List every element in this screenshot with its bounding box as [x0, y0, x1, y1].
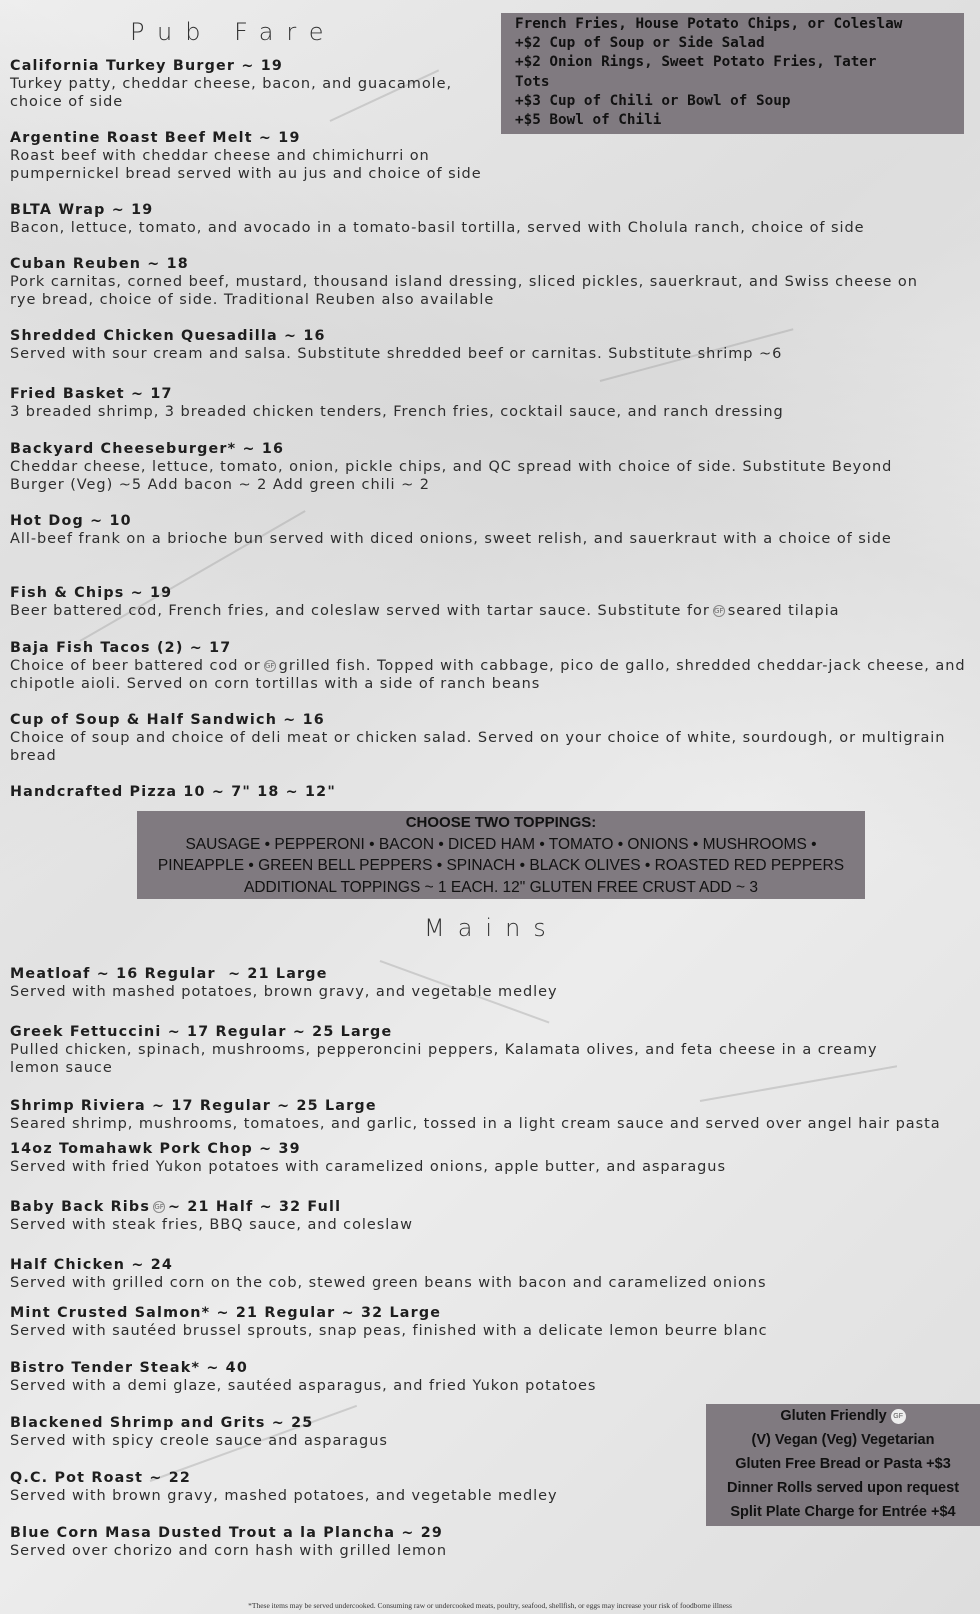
gluten-friendly-icon: GF: [714, 607, 724, 615]
item-name: Shredded Chicken Quesadilla ~ 16: [10, 328, 326, 344]
legend-line: (V) Vegan (Veg) Vegetarian: [751, 1432, 935, 1448]
menu-item: [10, 1415, 680, 1450]
item-name: Q.C. Pot Roast ~ 22: [10, 1470, 192, 1486]
item-name: Backyard Cheeseburger* ~ 16: [10, 441, 285, 457]
item-name: Hot Dog ~ 10: [10, 513, 132, 529]
item-description: Pork carnitas, corned beef, mustard, thousand island dressing, sliced pickles, sauerkraut, and Swiss cheese on rye bread, choice of side. Traditional Reuben also available: [10, 274, 918, 308]
menu-item: [10, 784, 966, 801]
item-name: Handcrafted Pizza 10 ~ 7" 18 ~ 12": [10, 784, 336, 800]
item-description: All-beef frank on a brioche bun served with diced onions, sweet relish, and sauerkraut with a choice of side: [10, 531, 892, 547]
footnote: *These items may be served undercooked. Consuming raw or undercooked meats, poultry, seafood, shellfish, or eggs may increase your risk of foodborne illness: [248, 1601, 732, 1610]
item-name: Greek Fettuccini ~ 17 Regular ~ 25 Large: [10, 1024, 393, 1040]
item-name: Cuban Reuben ~ 18: [10, 256, 189, 272]
item-description: Cheddar cheese, lettuce, tomato, onion, pickle chips, and QC spread with choice of side. Substitute Beyond Burger (Veg) ~5 Add bacon ~ 2 Add green chili ~ 2: [10, 459, 893, 493]
menu-item: [10, 328, 966, 363]
menu-item: [10, 1098, 966, 1133]
item-description: Served over chorizo and corn hash with grilled lemon: [10, 1543, 448, 1559]
menu-item: [10, 1470, 680, 1505]
item-description: Seared shrimp, mushrooms, tomatoes, and garlic, tossed in a light cream sauce and served over angel hair pasta: [10, 1116, 941, 1132]
gluten-friendly-icon: GF: [891, 1409, 906, 1424]
item-description: Served with fried Yukon potatoes with caramelized onions, apple butter, and asparagus: [10, 1159, 726, 1175]
item-description: [10, 657, 966, 693]
sides-options-box: [501, 13, 964, 134]
legend-line: Gluten Free Bread or Pasta +$3: [735, 1456, 951, 1472]
menu-item: [10, 1257, 966, 1292]
menu-item: [10, 513, 950, 548]
mains-title: Mains: [424, 914, 559, 942]
item-description-part: grilled fish. Topped with cabbage, pico de gallo, shredded cheddar-jack cheese, and chipotle aioli. Served on corn tortillas with a side of ranch beans: [10, 658, 966, 692]
item-name: Baja Fish Tacos (2) ~ 17: [10, 640, 232, 656]
item-description: Served with steak fries, BBQ sauce, and coleslaw: [10, 1217, 413, 1233]
item-description: Served with sautéed brussel sprouts, snap peas, finished with a delicate lemon beurre blanc: [10, 1323, 768, 1339]
item-description: Pulled chicken, spinach, mushrooms, pepperoncini peppers, Kalamata olives, and feta cheese in a creamy lemon sauce: [10, 1042, 878, 1076]
toppings-heading: CHOOSE TWO TOPPINGS:: [405, 814, 597, 831]
item-name: Blue Corn Masa Dusted Trout a la Plancha ~ 29: [10, 1525, 444, 1541]
item-description-part: Choice of beer battered cod or: [10, 658, 261, 674]
item-name: Argentine Roast Beef Melt ~ 19: [10, 130, 301, 146]
dietary-legend-box: [706, 1404, 980, 1526]
item-description: Choice of soup and choice of deli meat or chicken salad. Served on your choice of white, sourdough, or multigrain bread: [10, 730, 946, 764]
menu-item: [10, 441, 930, 494]
menu-item: [10, 585, 966, 620]
pub-fare-title: Pub Fare: [130, 18, 337, 46]
sides-line: +$2 Onion Rings, Sweet Potato Fries, Tater: [515, 54, 877, 71]
toppings-line: SAUSAGE • PEPPERONI • BACON • DICED HAM • TOMATO • ONIONS • MUSHROOMS •: [185, 835, 817, 853]
menu-item: [10, 386, 966, 421]
item-description: Roast beef with cheddar cheese and chimichurri on pumpernickel bread served with au jus and choice of side: [10, 148, 482, 182]
menu-item: [10, 1305, 966, 1340]
item-description-part: Beer battered cod, French fries, and coleslaw served with tartar sauce. Substitute for: [10, 603, 710, 619]
menu-item: [10, 1024, 930, 1077]
sides-line: French Fries, House Potato Chips, or Coleslaw: [515, 16, 903, 32]
item-name: Meatloaf ~ 16 Regular ~ 21 Large: [10, 966, 328, 982]
item-name: Fried Basket ~ 17: [10, 386, 173, 402]
menu-item: [10, 1141, 966, 1176]
item-name: 14oz Tomahawk Pork Chop ~ 39: [10, 1141, 301, 1157]
legend-line: Split Plate Charge for Entrée +$4: [730, 1504, 956, 1520]
menu-item: [10, 202, 966, 237]
menu-item: [10, 966, 966, 1001]
toppings-line: ADDITIONAL TOPPINGS ~ 1 EACH. 12" GLUTEN FREE CRUST ADD ~ 3: [244, 878, 758, 896]
item-name: Cup of Soup & Half Sandwich ~ 16: [10, 712, 325, 728]
item-name: Fish & Chips ~ 19: [10, 585, 173, 601]
menu-item: [10, 1360, 966, 1395]
item-name-part: Baby Back Ribs: [10, 1199, 151, 1215]
sides-line: +$5 Bowl of Chili: [515, 112, 662, 129]
legend-text: Gluten Friendly: [780, 1408, 887, 1424]
item-description: Served with a demi glaze, sautéed asparagus, and fried Yukon potatoes: [10, 1378, 597, 1394]
gluten-friendly-icon: GF: [264, 662, 275, 670]
item-name: Mint Crusted Salmon* ~ 21 Regular ~ 32 Large: [10, 1305, 442, 1321]
item-description: Turkey patty, cheddar cheese, bacon, and guacamole, choice of side: [10, 76, 453, 110]
sides-line: +$2 Cup of Soup or Side Salad: [515, 35, 765, 52]
legend-line: Dinner Rolls served upon request: [726, 1480, 960, 1496]
item-name: Half Chicken ~ 24: [10, 1257, 173, 1273]
sides-line: +$3 Cup of Chili or Bowl of Soup: [515, 92, 791, 109]
item-description-part: seared tilapia: [727, 603, 840, 619]
item-description: Served with grilled corn on the cob, stewed green beans with bacon and caramelized onions: [10, 1275, 767, 1291]
item-description: 3 breaded shrimp, 3 breaded chicken tenders, French fries, cocktail sauce, and ranch dressing: [10, 404, 784, 420]
item-description: [10, 602, 966, 620]
item-description: Served with brown gravy, mashed potatoes, and vegetable medley: [10, 1488, 558, 1504]
menu-item: [10, 712, 966, 765]
item-name: Blackened Shrimp and Grits ~ 25: [10, 1415, 314, 1431]
menu-item: [10, 1525, 966, 1560]
legend-line: [706, 1404, 980, 1428]
item-description: Served with spicy creole sauce and asparagus: [10, 1433, 388, 1449]
menu-item: [10, 130, 540, 183]
item-name: California Turkey Burger ~ 19: [10, 58, 284, 74]
menu-item: [10, 640, 966, 693]
toppings-line: PINEAPPLE • GREEN BELL PEPPERS • SPINACH • BLACK OLIVES • ROASTED RED PEPPERS: [157, 857, 845, 874]
gluten-friendly-icon: GF: [154, 1203, 164, 1211]
menu-item: [10, 256, 930, 309]
item-description: Served with mashed potatoes, brown gravy, and vegetable medley: [10, 984, 558, 1000]
item-description: Served with sour cream and salsa. Substitute shredded beef or carnitas. Substitute shrimp ~6: [10, 346, 783, 362]
item-name: Bistro Tender Steak* ~ 40: [10, 1360, 248, 1376]
item-name: Shrimp Riviera ~ 17 Regular ~ 25 Large: [10, 1098, 377, 1114]
item-description: Bacon, lettuce, tomato, and avocado in a tomato-basil tortilla, served with Cholula ranch, choice of side: [10, 220, 865, 236]
item-name-part: ~ 21 Half ~ 32 Full: [168, 1199, 342, 1215]
item-name: [10, 1199, 966, 1216]
pizza-toppings-box: [137, 811, 865, 899]
sides-line: Tots: [515, 73, 550, 90]
menu-item: [10, 58, 500, 111]
item-name: BLTA Wrap ~ 19: [10, 202, 154, 218]
menu-item: [10, 1199, 966, 1234]
